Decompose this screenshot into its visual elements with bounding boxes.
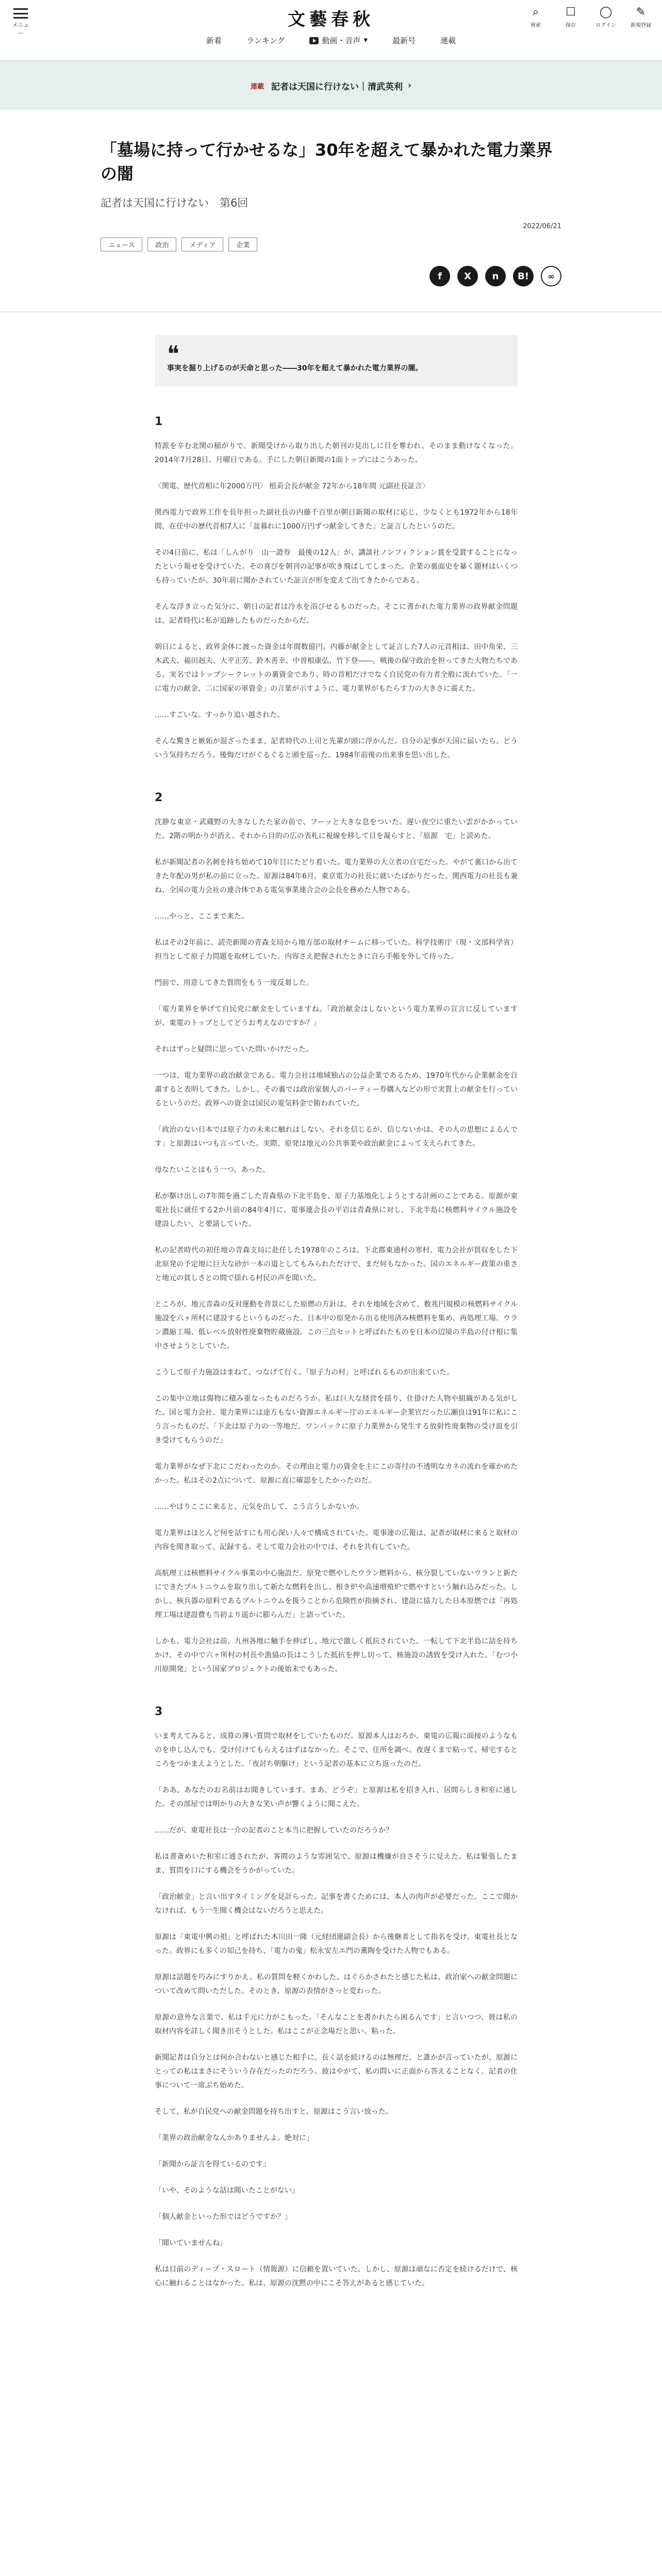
article-paragraph: いま考えてみると、成算の薄い質問で取材をしていたものだ。原源本人はおろか、東電の広報に面接のようなものを申し込んでも、受け付けてもらえるはずはなかった。そこで、住所を調べ、夜遅くまで粘って、帰宅するところをつかまえようとした。「夜討ち朝駆け」という記者の基本に立ち返ったのだ。 xyxy=(155,1732,518,1768)
article-date: 2022/06/21 xyxy=(523,223,561,230)
section-number: 2 xyxy=(155,791,163,804)
article-paragraph: 「業界の政治献金なんかありませんよ。絶対に」 xyxy=(155,2134,313,2142)
facebook-icon[interactable]: f xyxy=(429,266,450,286)
article-paragraph: 「政治献金」と言い出すタイミングを見計らった。記事を書くためには、本人の肉声が必要だった。ここで聞かなければ、もう一生聞く機会はないだろうと思えた。 xyxy=(155,1893,518,1915)
register-icon: ✎ xyxy=(636,6,646,19)
article-body xyxy=(155,335,518,2303)
article-paragraph: 私が新聞記者の名刺を持ち始めて10年目にたどり着いた。電力業界の大立者の自宅だった。やがて裏口から出てきた年配の男が私の前に立った。原源は84年6月、東京電力の社長に就いたばかりだった。関西電力の社長も兼ね、全国の電力会社の連合体である電気事業連合会の会長を務めた人物である。 xyxy=(155,858,518,894)
article-paragraph: 私が駆け出しの7年間を過ごした青森県の下北半島を、原子力基地化しようとする計画のことである。原源が東電社長に就任する2か月前の84年4月に、電事連会長の平岩は青森県に対し、下北半島に核燃料サイクル施設を建設したい、と要請していた。 xyxy=(155,1192,518,1228)
article-paragraph: 私は目前のディープ・スロート（情報源）に信頼を置いていた。しかし、原源は頑なに否定を続けるだけで、核心に触れることはなかった。私は、原源の沈黙の中にこそ答えがあると感じていた。 xyxy=(155,2265,518,2287)
note-icon[interactable]: n xyxy=(485,266,506,286)
article-paragraph: 電力業界がなぜ下北にこだわったのか。その理由と電力の資金を主にこの寄付の不透明なカネの流れを確かめたかった。私はその2点について、原源に直に確認をしたかったのだ。 xyxy=(155,1463,518,1485)
article-paragraph: 「個人献金といった形ではどうですか？」 xyxy=(155,2213,292,2221)
nav-label: ランキング xyxy=(246,36,285,45)
nav-item-latest-issue[interactable] xyxy=(392,35,416,46)
register-button[interactable] xyxy=(629,5,653,28)
login-label: ログイン xyxy=(595,23,616,28)
nav-item-ranking[interactable] xyxy=(246,35,285,46)
bookmark-label: 保存 xyxy=(566,23,576,28)
share-buttons xyxy=(101,266,561,286)
tag-chip[interactable]: 企業 xyxy=(228,238,257,251)
article-paragraph: ……だが、東電社長は一介の記者のこと本当に把握していたのだろうか？ xyxy=(155,1826,393,1835)
link-icon[interactable]: ∞ xyxy=(541,266,561,286)
article-paragraph: ……やっと、ここまで来た。 xyxy=(155,912,249,921)
tag-list xyxy=(101,238,561,251)
nav-item-serial[interactable] xyxy=(440,35,456,46)
article-paragraph: 一つは、電力業界の政治献金である。電力会社は地域独占の公益企業であるため、1970年代から企業献金を自粛すると表明してきた。しかし、その裏では政治家個人のパーティー券購入などの形で実質上の献金を行っているというのだ。政界への資金は国民の電気料金で賄われていた。 xyxy=(155,1072,518,1108)
article-paragraph: 原源の意外な言葉で、私は手元に力がこもった。「そんなことを書かれたら困るんです」と言いつつ、彼は私の取材内容を詳しく聞き出そうとした。私はここが正念場だと思い、粘った。 xyxy=(155,2013,518,2036)
article-paragraph: 関西電力で政界工作を長年担った副社長の内藤千百里が朝日新聞の取材に応じ、少なくとも1972年から18年間、在任中の歴代首相7人に「盆暮れに1000万円ずつ献金してきた」と証言したというのだ。 xyxy=(155,509,518,531)
article-paragraph: 「電力業界を挙げて自民党に献金をしていますね。「政治献金はしないという電力業界の宣言に反していますが、東電のトップとしてどうお考えなのですか？」 xyxy=(155,1005,518,1027)
article-paragraph: そして、私が自民党への献金問題を持ち出すと、原源はこう言い放った。 xyxy=(155,2108,393,2116)
article-sections xyxy=(155,415,518,2291)
search-button[interactable] xyxy=(524,5,548,28)
article-paragraph: 「いや、そのような話は聞いたことがない」 xyxy=(155,2187,299,2195)
register-label: 新規登録 xyxy=(631,23,651,28)
section-number: 3 xyxy=(155,1705,163,1718)
article-paragraph: この集中立地は傷物に積み重なったものだろうか。私は巨大な経営を揺り、仕掛けた人物や組織がある気がした。国と電力会社、電力業界には途方もない資源エネルギー庁のエネルギー企業官だった広瀬良は91年に私にこう言ったものだ。「下北は原子力の一等地だ。ワンパックに原子力業界から発生する放射性廃棄物の受け皿を引き受けてもらうのだ」 xyxy=(155,1395,518,1445)
user-icon: ◯ xyxy=(599,6,613,19)
x-icon[interactable]: X xyxy=(457,266,478,286)
article-paragraph: 母なたいことはもう一つ。あった。 xyxy=(155,1166,270,1174)
search-icon: ⌕ xyxy=(532,6,539,19)
article-paragraph: ……すごいな。すっかり追い越された。 xyxy=(155,711,285,719)
serial-tag: 連載 xyxy=(250,82,264,91)
nav-label: 連載 xyxy=(440,36,456,45)
quote-icon: ❝ xyxy=(167,341,179,367)
article-paragraph: しかも、電力会社は前、九州各地に触手を伸ばし、地元で激しく抵抗されていた。一転して下北半島に話を持ちかけ、その中で六ヶ所村の村長や漁協の長はこうした抵抗を押し切って、核施設の誘致を受け入れた。「むつ小川原開発」という国家プロジェクトの後始末でもあった。 xyxy=(155,1637,518,1673)
article-paragraph: 原源は話題を巧みにすりかえ、私の質問を軽くかわした。はぐらかされたと感じた私は、政治家への献金問題について改めて問いただした。そのとき、原源の表情がさっと変わった。 xyxy=(155,1973,518,1995)
article-title: 「墓場に持って行かせるな」30年を超えて暴かれた電力業界の闇 xyxy=(101,140,553,183)
article-paragraph: 〈関電、歴代首相に年2000万円〉 植苅会長が献金 72年から18年間 元副社長証言〉 xyxy=(155,482,429,490)
article-paragraph: 電力業界はほとんど何を話すにも用心深い人々で構成されていた。電事連の広報は、記者が取材に来ると取材の内容を聞き取って、記録する。そして電力会社の中では、それを共有していた。 xyxy=(155,1529,518,1551)
tag-chip[interactable]: メディア xyxy=(181,238,223,251)
site-logo[interactable]: 文藝春秋 xyxy=(288,9,374,30)
serial-banner[interactable] xyxy=(0,61,662,110)
lead-box xyxy=(155,335,518,386)
tag-chip[interactable]: ニュース xyxy=(101,238,142,251)
article-paragraph: 沈静な東京・武蔵野の大きなしたた家の前で、フーッと大きな息をついた。遅い夜空に重たい雲がかかっていた。2階の明かりが消え、それから目的の広の表札に視線を移して目を凝らすと、「原源 宅」と読めた。 xyxy=(155,818,518,840)
search-label: 検索 xyxy=(531,23,541,28)
login-button[interactable] xyxy=(594,5,618,28)
article-paragraph: そんな驚きと嫉妬が混ざったまま、記者時代の上司と先輩が頭に浮かんだ。自分の記事が天国に届いたら、どういう気持ちだろう。後悔だけがぐるぐると頭を巡った。1984年前後の出来事を思い出した。 xyxy=(155,737,518,759)
article-paragraph: 「ああ、あなたのお名前はお聞きしています。まあ、どうぞ」と原源は私を招き入れ、居間らしき和室に通した。その部屋では明かりの大きな笑い声が響くように聞こえた。 xyxy=(155,1786,518,1808)
article-subtitle: 記者は天国に行けない 第6回 xyxy=(101,197,249,209)
article-paragraph: それはずっと疑問に思っていた問いかけだった。 xyxy=(155,1045,313,1054)
tag-chip[interactable]: 政治 xyxy=(147,238,176,251)
article-paragraph: 私はその2年前に、読売新聞の青森支局から地方部の取材チームに移っていた。科学技術庁（現・文部科学省）担当として原子力問題を取材していた。内容さえ把握されたときに自ら手帳を外して待った。 xyxy=(155,939,518,961)
article-header xyxy=(101,138,561,286)
article-paragraph: 門前で、用意してきた質問をもう一度反芻した。 xyxy=(155,979,313,987)
article-paragraph: その4日前に、私は「しんがり 山一證券 最後の12人」が、講談社ノンフィクション賞を受賞することになったという報せを受けていた。その喜びを朝刊の記事が吹き飛ばしてしまった。企業の裏面史を暴く題材はいくつも持っていたが、30年前に聞かされていた証言が形を変えて出てきたからである。 xyxy=(155,549,518,585)
main-nav xyxy=(0,35,662,46)
article-paragraph: 新聞記者は自分とは何か合わないと感じた相手に、長く話を続けるのは無理だ、と誰かが言っていたが、原源にとっての私はまさにそういう存在だったのだろう。彼はやがて、私の問いに正面から答えることなく、記者の仕事について一席ぶち始めた。 xyxy=(155,2054,518,2090)
article-paragraph: ……やはりここに来ると、元気を出して、こう言うしかないか。 xyxy=(155,1503,364,1511)
article-paragraph: 私の記者時代の初任地の青森支局に赴任した1978年のころは、下北郡東通村の寒村、電力会社が買収をした下北原発の予定地に巨大な砂が一本の道としてもみられただけで、まだ何もなかった。国のエネルギー政策の重さと地元の貧しさとの間で揺れる村民の声を聞いた。 xyxy=(155,1246,518,1282)
article-paragraph: ところが、地元青森の反対運動を背景にした原燃の方針は、それを地域を含めて、数兆円規模の核燃料サイクル施設を六ヶ所村に建設するというものだった。日本中の原発から出る使用済み核燃料を集め、再処理工場、ウラン濃縮工場、低レベル放射性廃棄物貯蔵施設。この三点セットと呼ばれたものを日本の辺境の半島の付け根に集中させようとしていた。 xyxy=(155,1300,518,1350)
lead-text: 事実を掘り上げるのが天命と思った――30年を超えて暴かれた電力業界の闇。 xyxy=(167,364,423,372)
article-paragraph: 高航理工は核燃料サイクル事業の中心施設だ。原発で燃やしたウラン燃料から、核分裂していないウランと新たにできたプルトニウムを取り出して新たな燃料を出し、根き炉や高速増殖炉で燃やすという触れ込みだった。しかし、核兵器の原料であるプルトニウムを扱うことから危険性が指摘され、建設に協力した日本原燃では「再処理工場は建設費も当初より遥かに膨らんだ」と語っていた。 xyxy=(155,1569,518,1619)
article-paragraph: 原源は「東電中興の祖」と呼ばれた木川田一隆（元経団連副会長）から後継者として指名を受け、東電社長となった。政界にも多くの知己を持ち、「電力の鬼」松永安左エ門の薫陶を受けた人物でもある。 xyxy=(155,1933,518,1955)
article-paragraph: 朝日によると、政界金体に渡った資金は年間数億円。内藤が献金として証言した7人の元首相は、田中角栄、三木武夫、福田赳夫、大平正芳、鈴木善幸、中曽根康弘、竹下登――。戦後の保守政治を担ってきた大物たちである。実名ではトップシークレットの裏資金であり、時の首相だけでなく自民党の有力者全般に流れていた。「一に電力の献金、二に国家の軍資金」の言葉が示すように、電力業界がもたらす力の大きさに震えた。 xyxy=(155,643,518,693)
nav-item-video[interactable] xyxy=(309,35,368,46)
nav-label: 動画・音声 xyxy=(322,36,361,45)
nav-item-new[interactable] xyxy=(206,35,222,46)
menu-label: メニュー xyxy=(12,22,29,37)
article-paragraph: 「聞いていませんね」 xyxy=(155,2239,227,2247)
nav-label: 新着 xyxy=(206,36,222,45)
bookmark-icon: ☐ xyxy=(566,6,576,19)
article-paragraph: 私は書斎めいた和室に通されたが、客間のような雰囲気で、原源は機嫌が良さそうに見えた。私は緊張したまま、質問を口にする機会をうかがっていた。 xyxy=(155,1853,518,1875)
serial-title: 記者は天国に行けない｜清武英利 xyxy=(271,81,403,92)
article-paragraph: 特派を辛む北関の稲がりで、新聞受けから取り出した朝刊の見出しに目を奪われ、そのまま動けなくなった。2014年7月28日、月曜日である。手にした朝日新聞の1面トップにはこうあった。 xyxy=(155,442,518,464)
article-paragraph: 「新聞から証言を得ているのです」 xyxy=(155,2160,270,2168)
article-paragraph: 「政治のない日本では原子力の未来に触れはしない。それを信じるが、信じないかは、その人の思想によるんです」と原源はいつも言っていた。実際、原発は地元の公共事業や政治献金によって支えられてきた。 xyxy=(155,1126,518,1148)
bookmark-button[interactable] xyxy=(559,5,583,28)
hatena-icon[interactable]: B! xyxy=(513,266,534,286)
site-header xyxy=(0,0,662,61)
section-number: 1 xyxy=(155,415,163,428)
nav-label: 最新号 xyxy=(392,36,416,45)
article-paragraph: そんな浮き立った気分に、朝日の記者は冷水を浴びせるものだった。そこに書かれた電力業界の政界献金問題は、記者時代に私が追跡したものだったからだ。 xyxy=(155,603,518,625)
play-icon xyxy=(309,37,319,44)
article-paragraph: こうして原子力施設はまねて、つなげて行く。「原子力の村」と呼ばれるものが出来ていた。 xyxy=(155,1368,454,1377)
chevron-down-icon: ▼ xyxy=(363,38,368,43)
header-actions xyxy=(524,5,653,28)
chevron-right-icon: › xyxy=(408,80,412,91)
